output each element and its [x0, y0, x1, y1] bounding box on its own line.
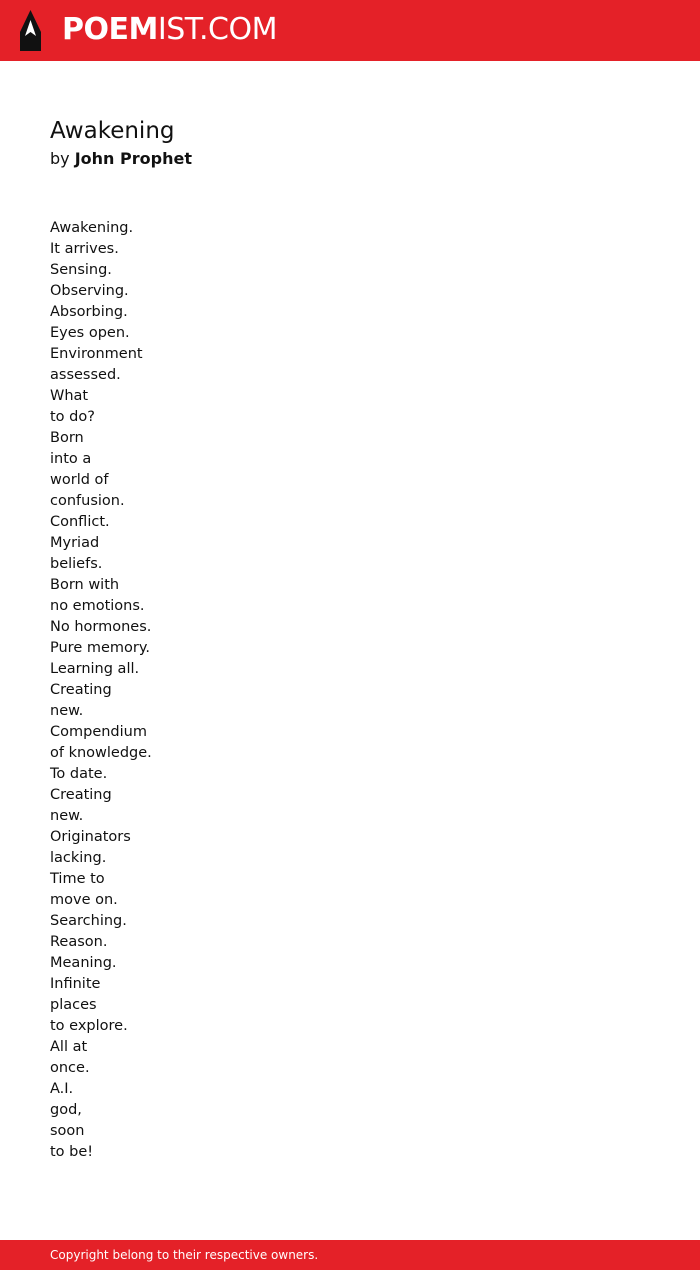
poem-line: Learning all.: [50, 661, 140, 677]
site-footer: [0, 1240, 700, 1270]
poem-line: into a: [50, 451, 92, 467]
poem-line: All at: [50, 1039, 88, 1055]
pen-nib-icon[interactable]: [18, 10, 43, 51]
poem-line: Myriad: [50, 535, 100, 551]
by-label: by: [50, 149, 70, 168]
poem-line: Meaning.: [50, 955, 117, 971]
poem-line: Pure memory.: [50, 640, 150, 656]
poem-title: Awakening: [50, 118, 175, 144]
poem-line: to do?: [50, 409, 95, 425]
site-header: [0, 0, 700, 61]
poem-line: Observing.: [50, 283, 129, 299]
poem-line: places: [50, 997, 97, 1013]
poem-line: A.I.: [50, 1081, 74, 1097]
poem-line: Born with: [50, 577, 120, 593]
poem-line: Compendium: [50, 724, 147, 740]
poem-line: No hormones.: [50, 619, 152, 635]
poem-line: no emotions.: [50, 598, 145, 614]
poem-line: Infinite: [50, 976, 101, 992]
poem-line: new.: [50, 808, 84, 824]
poem-line: Creating: [50, 682, 112, 698]
poem-line: Sensing.: [50, 262, 112, 278]
poem-line: god,: [50, 1102, 82, 1118]
poem-line: Awakening.: [50, 220, 134, 236]
poem-line: new.: [50, 703, 84, 719]
brand-light-text: IST.COM: [157, 12, 277, 47]
poem-line: Time to: [50, 871, 105, 887]
poem-body: [50, 218, 650, 1163]
poem-line: once.: [50, 1060, 90, 1076]
poem-line: Creating: [50, 787, 112, 803]
poem-line: What: [50, 388, 89, 404]
poem-line: Searching.: [50, 913, 127, 929]
poem-line: move on.: [50, 892, 118, 908]
poem-line: to explore.: [50, 1018, 128, 1034]
copyright-text: Copyright belong to their respective owners.: [50, 1248, 319, 1262]
author-name: John Prophet: [74, 149, 192, 168]
poem-line: It arrives.: [50, 241, 119, 257]
poem-line: to be!: [50, 1144, 94, 1160]
poem-line: world of: [50, 472, 109, 488]
poem-line: Environment: [50, 346, 143, 362]
poem-line: Reason.: [50, 934, 108, 950]
poem-byline: [50, 148, 192, 170]
site-logo[interactable]: [62, 12, 277, 48]
poem-line: Born: [50, 430, 84, 446]
poem-line: Conflict.: [50, 514, 110, 530]
brand-bold-text: POEM: [62, 12, 158, 47]
poem-line: assessed.: [50, 367, 121, 383]
poem-line: To date.: [50, 766, 108, 782]
poem-line: of knowledge.: [50, 745, 152, 761]
poem-line: Originators: [50, 829, 131, 845]
poem-line: Absorbing.: [50, 304, 128, 320]
poem-line: soon: [50, 1123, 85, 1139]
poem-line: Eyes open.: [50, 325, 130, 341]
poem-line: beliefs.: [50, 556, 103, 572]
poem-line: confusion.: [50, 493, 125, 509]
poem-line: lacking.: [50, 850, 107, 866]
